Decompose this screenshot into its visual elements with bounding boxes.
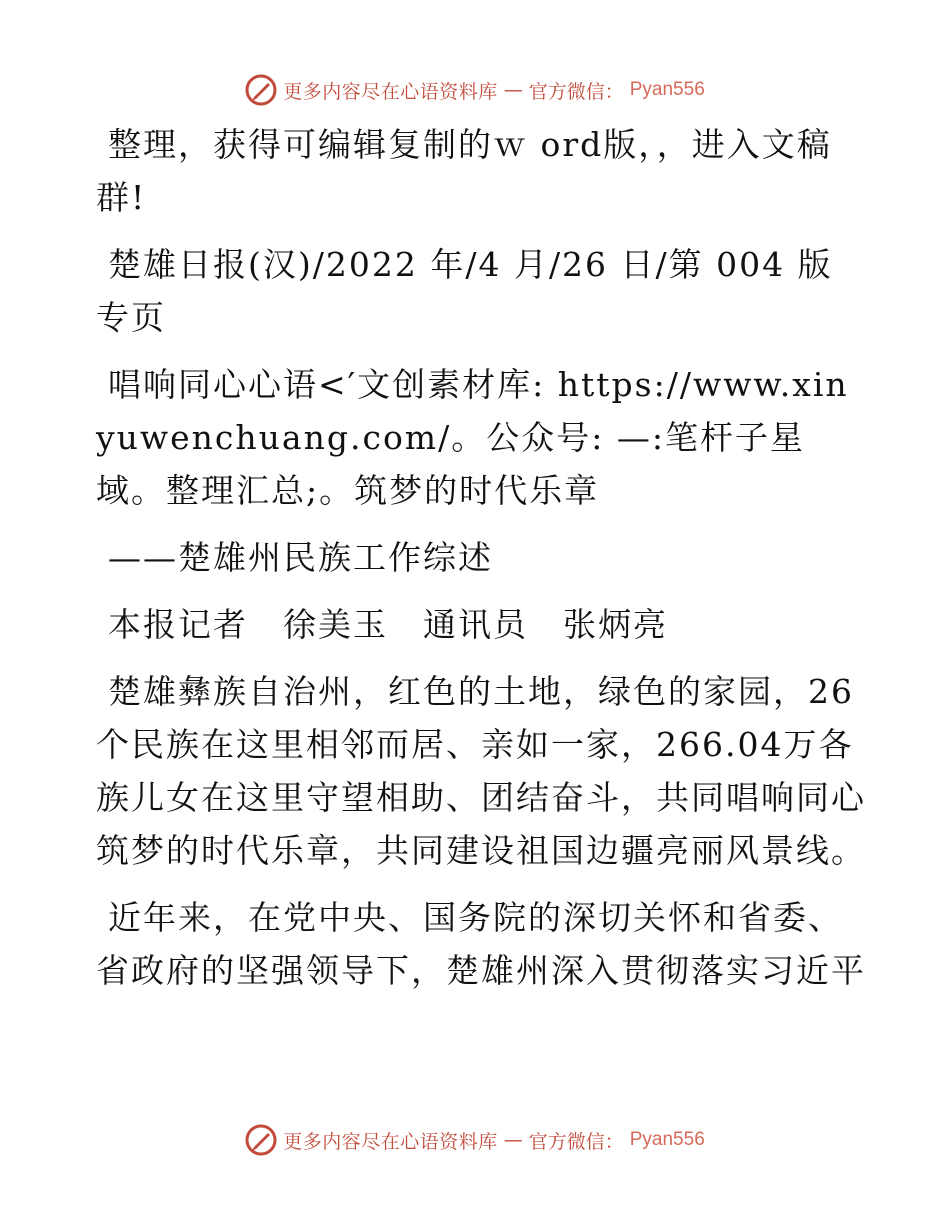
paragraph-intro: 整理，获得可编辑复制的ｗ ord版，，进入文稿群! bbox=[96, 125, 832, 217]
watermark-official-label: 官方微信： bbox=[528, 1130, 624, 1153]
watermark-wechat-id: Pyan556 bbox=[629, 79, 705, 100]
watermark-library-text: 更多内容尽在心语资料库 bbox=[283, 80, 498, 103]
pen-logo-icon bbox=[245, 1124, 277, 1156]
paragraph-source: 楚雄日报(汉)/2022 年/4 月/26 日/第 004 版专页 bbox=[96, 245, 833, 337]
paragraph-byline: 本报记者 徐美玉 通讯员 张炳亮 bbox=[108, 605, 668, 644]
header-watermark bbox=[0, 70, 950, 110]
watermark-dash: — bbox=[503, 1129, 523, 1151]
paragraph-body-1: 楚雄彝族自治州，红色的土地，绿色的家园，26个民族在这里相邻而居、亲如一家，266.04万各族儿女在这里守望相助、团结奋斗，共同唱响同心筑梦的时代乐章，共同建设祖国边疆亮丽风景线。 bbox=[96, 672, 866, 870]
watermark-dash: — bbox=[503, 79, 523, 101]
paragraph-title: 唱响同心心语<′文创素材库: https://www.xinyuwenchuang.com/。公众号: —:笔杆子星域。整理汇总;。筑梦的时代乐章 bbox=[96, 365, 849, 510]
watermark-library-text: 更多内容尽在心语资料库 bbox=[283, 1130, 498, 1153]
document-body bbox=[96, 118, 866, 1011]
pen-logo-icon bbox=[245, 74, 277, 106]
paragraph-subtitle: ——楚雄州民族工作综述 bbox=[108, 538, 493, 577]
paragraph-body-2: 近年来，在党中央、国务院的深切关怀和省委、省政府的坚强领导下，楚雄州深入贯彻落实习近平 bbox=[96, 898, 866, 990]
footer-watermark bbox=[0, 1120, 950, 1160]
watermark-official-label: 官方微信： bbox=[528, 80, 624, 103]
watermark-wechat-id: Pyan556 bbox=[629, 1129, 705, 1150]
